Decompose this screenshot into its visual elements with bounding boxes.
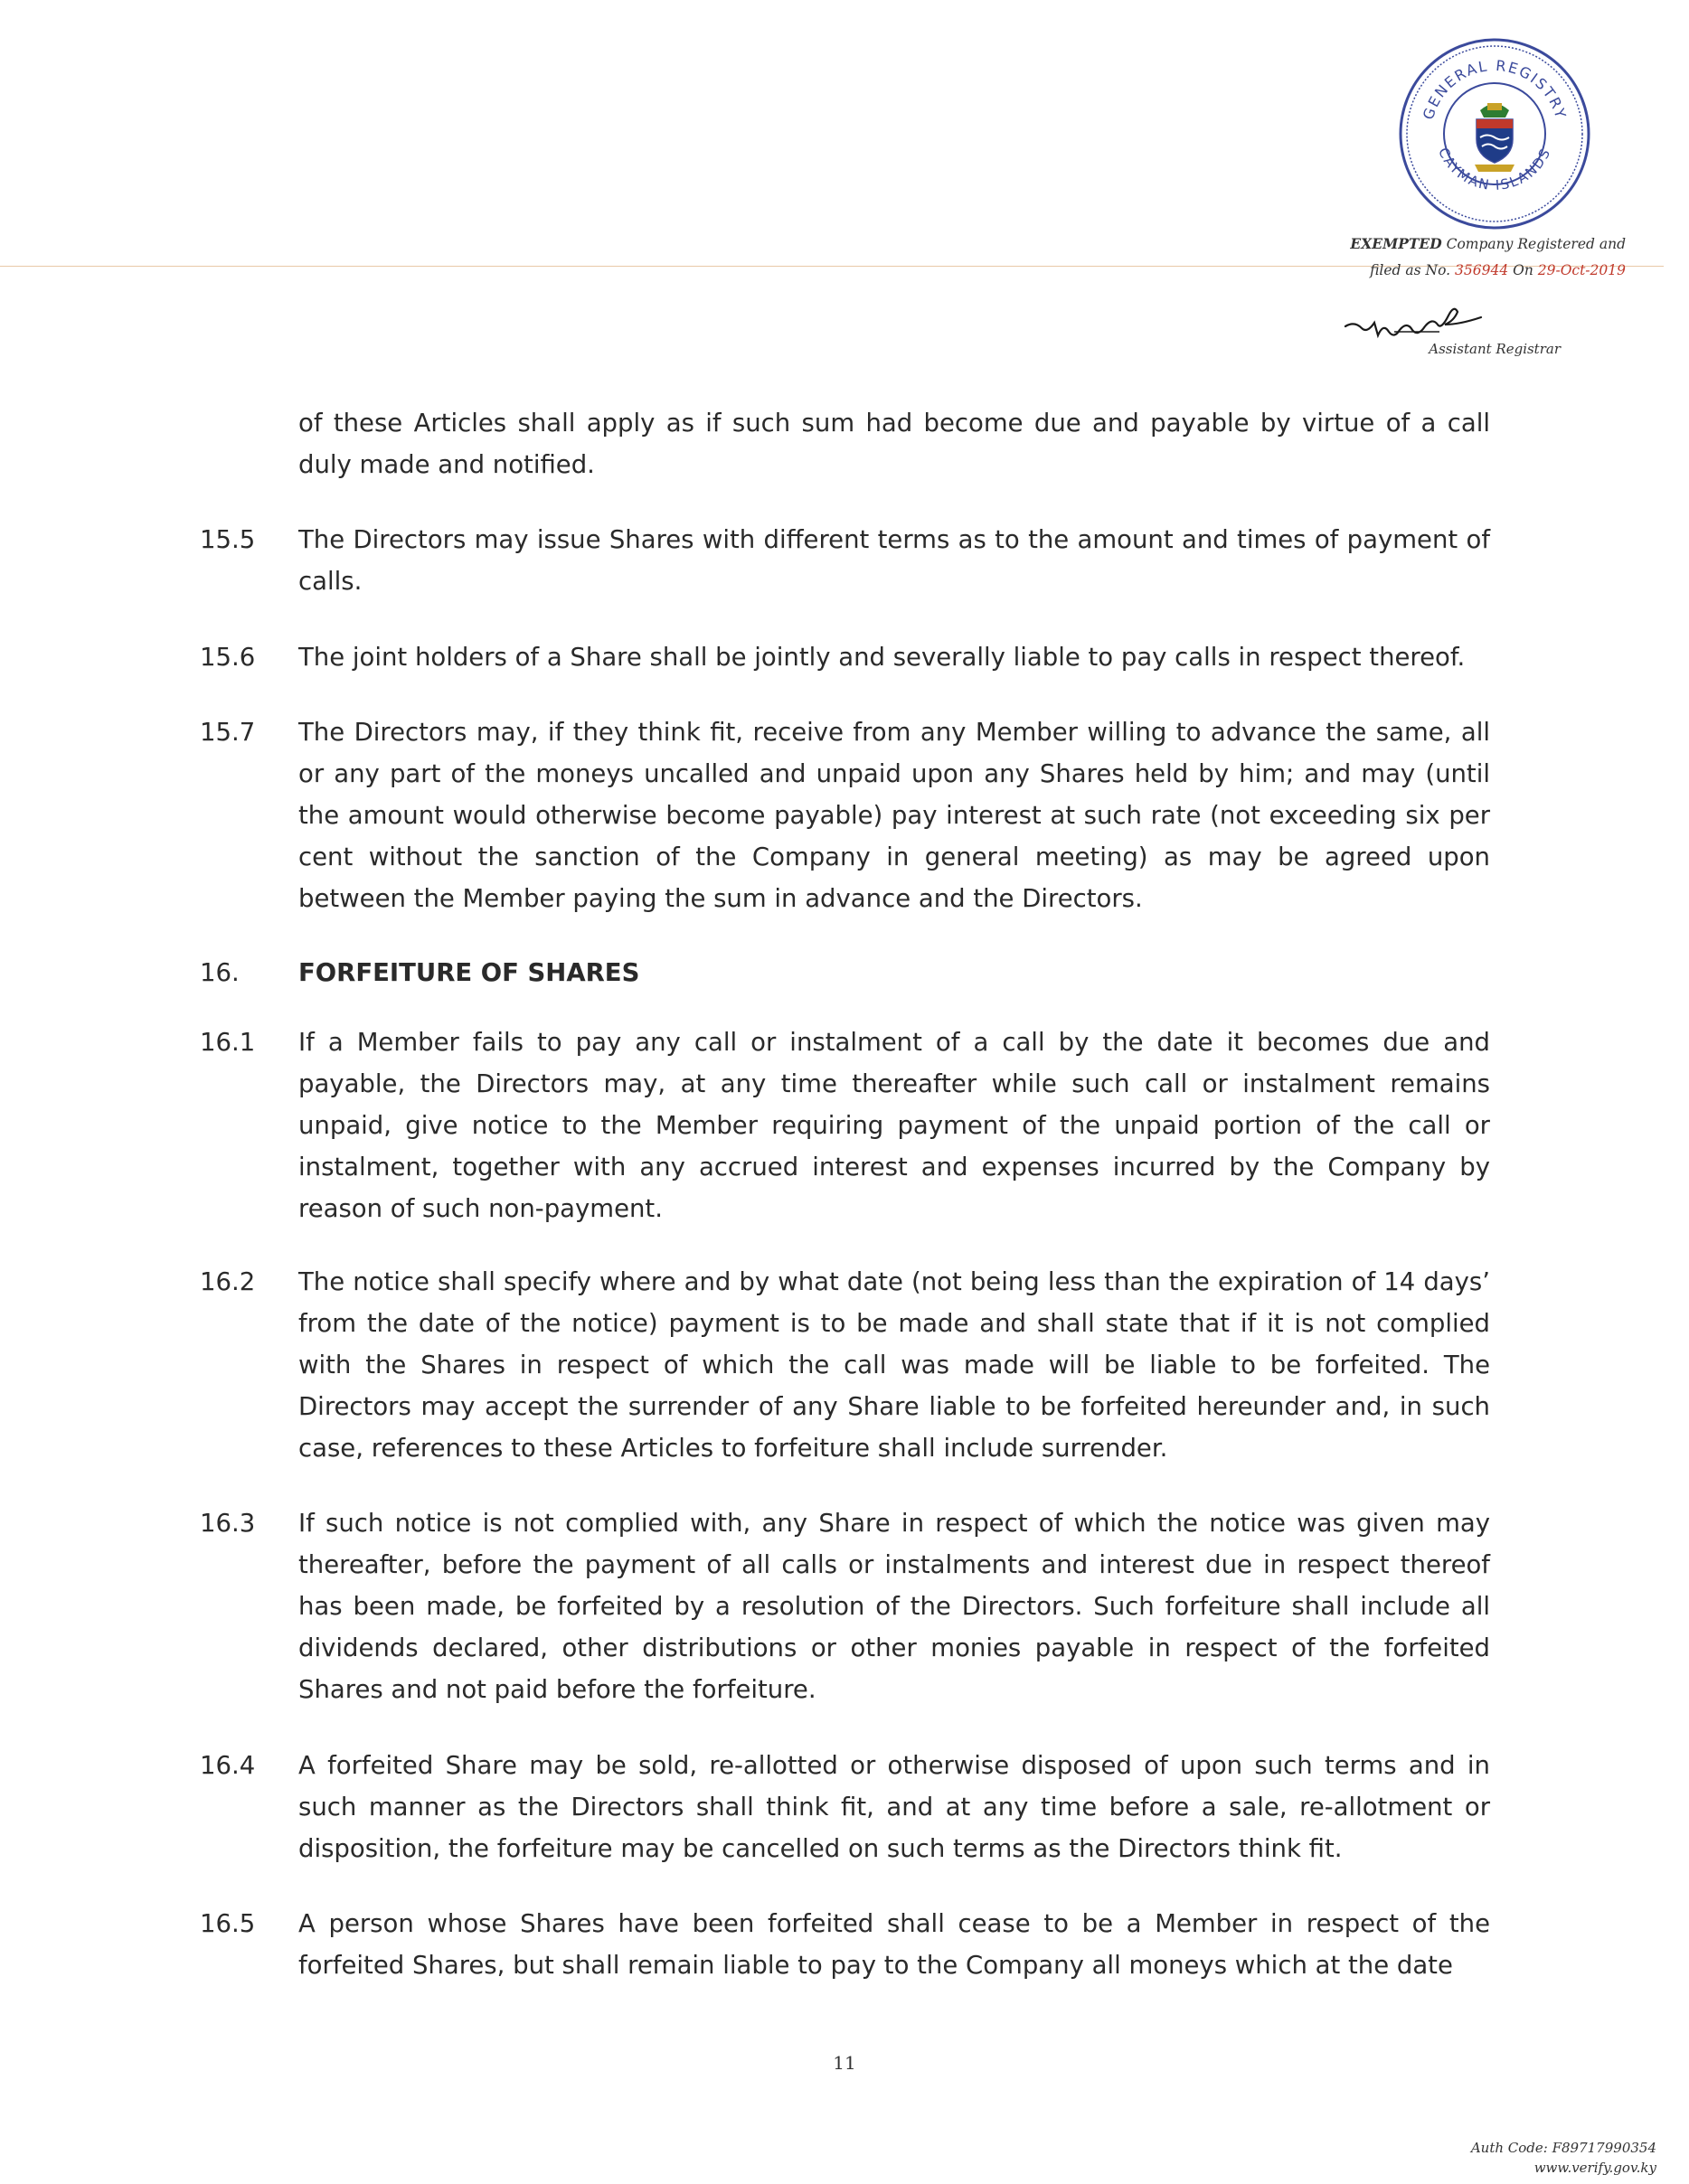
stamp-filed-label: filed as No.	[1370, 262, 1456, 278]
clause-text: The joint holders of a Share shall be jointly and severally liable to pay calls in respect thereof.	[298, 643, 1466, 672]
coat-of-arms-icon	[1475, 103, 1514, 172]
auth-footer	[1471, 2138, 1656, 2178]
clause-text: If such notice is not complied with, any Share in respect of which the notice was given may thereafter, before the payment of all calls or instalments and interest due in respect thereof has been made, be forfeited by a resolution of the Directors. Such forfeiture shall include all dividends declared, other distributions or other monies payable in respect of the forfeited Shares and not paid before the forfeiture.	[298, 1509, 1490, 1704]
stamp-line1-rest: Company Registered and	[1441, 236, 1626, 252]
clause-number: 16.4	[200, 1751, 256, 1780]
clause-number: 15.6	[200, 643, 256, 672]
clause-number: 15.7	[200, 718, 256, 747]
stamp-line-2	[1246, 258, 1626, 284]
registration-stamp	[1246, 231, 1626, 284]
seal-text-bottom: CAYMAN ISLANDS	[1435, 145, 1554, 193]
clause-number: 16.3	[200, 1509, 256, 1538]
seal-text-top: GENERAL REGISTRY	[1419, 56, 1571, 122]
section-number: 16.	[200, 958, 240, 987]
stamp-exempted: EXEMPTED	[1350, 235, 1442, 252]
continuation-paragraph: of these Articles shall apply as if such sum had become due and payable by virtue of a call duly made and notified.	[298, 409, 1490, 479]
page-number: 11	[833, 2052, 856, 2074]
general-registry-seal	[1397, 36, 1592, 231]
clause-text: The Directors may, if they think fit, receive from any Member willing to advance the same, all or any part of the moneys uncalled and unpaid upon any Shares held by him; and may (until the amount would otherwise become payable) pay interest at such rate (not exceeding six per cent without the sanction of the Company in general meeting) as may be agreed upon between the Member paying the sum in advance and the Directors.	[298, 718, 1490, 913]
stamp-on-label: On	[1508, 262, 1538, 278]
section-heading: FORFEITURE OF SHARES	[298, 958, 640, 987]
clause-text: A forfeited Share may be sold, re-allotted or otherwise disposed of upon such terms and in such manner as the Directors shall think fit, and at any time before a sale, re-allotment or disposition, the forfeiture may be cancelled on such terms as the Directors think fit.	[298, 1751, 1490, 1863]
clause-number: 16.1	[200, 1028, 256, 1057]
stamp-line-1	[1246, 231, 1626, 258]
clause-number: 16.5	[200, 1909, 256, 1938]
signature-icon	[1340, 294, 1539, 339]
registration-date: 29-Oct-2019	[1537, 262, 1626, 278]
auth-code: Auth Code: F89717990354	[1470, 2140, 1656, 2156]
clause-text: The notice shall specify where and by what date (not being less than the expiration of 14 days’ from the date of the notice) payment is to be made and shall state that if it is not complied with the Shares in respect of which the call was made will be liable to be forfeited. The Directors may accept the surrender of any Share liable to be forfeited hereunder and, in such case, references to these Articles to forfeiture shall include surrender.	[298, 1267, 1490, 1463]
clause-text: The Directors may issue Shares with different terms as to the amount and times of payment of calls.	[298, 525, 1490, 596]
clause-text: A person whose Shares have been forfeited shall cease to be a Member in respect of the forfeited Shares, but shall remain liable to pay to the Company all moneys which at the date	[298, 1909, 1490, 1980]
clause-number: 15.5	[200, 525, 256, 554]
assistant-registrar-label: Assistant Registrar	[1429, 341, 1561, 357]
clause-number: 16.2	[200, 1267, 256, 1296]
registration-number: 356944	[1455, 262, 1509, 278]
clause-text: If a Member fails to pay any call or instalment of a call by the date it becomes due and payable, the Directors may, at any time thereafter while such call or instalment remains unpaid, give notice to the Member requiring payment of the unpaid portion of the call or instalment, together with any accrued interest and expenses incurred by the Company by reason of such non-payment.	[298, 1028, 1490, 1223]
verify-url: www.verify.gov.ky	[1533, 2160, 1656, 2176]
